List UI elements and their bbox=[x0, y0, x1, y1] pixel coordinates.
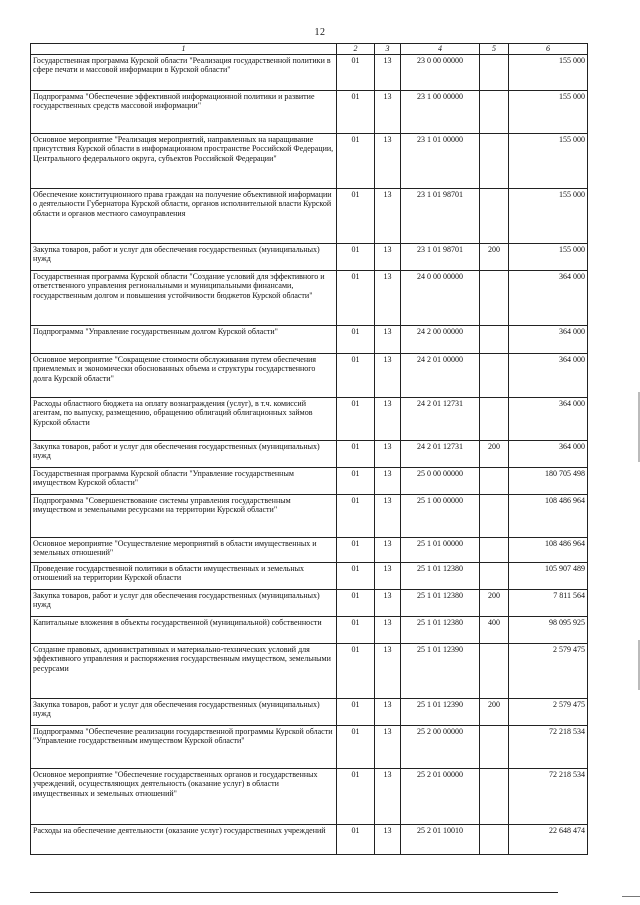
row-expense-type bbox=[480, 188, 509, 243]
table-row bbox=[31, 243, 588, 270]
table-row bbox=[31, 537, 588, 562]
row-name: Государственная программа Курской области "Создание условий для эффективного и ответственного управления региональными и муниципальными финансами, государственным долгом и повышения устойчивости бюджетов Курской области" bbox=[31, 270, 337, 325]
row-target-code: 25 1 01 12380 bbox=[401, 589, 480, 616]
row-amount: 364 000 bbox=[509, 353, 588, 397]
table-row bbox=[31, 133, 588, 188]
row-amount: 364 000 bbox=[509, 440, 588, 467]
corner-scan-mark bbox=[622, 896, 640, 898]
row-target-code: 25 1 01 12390 bbox=[401, 643, 480, 698]
row-section: 01 bbox=[337, 562, 375, 589]
row-target-code: 25 1 00 00000 bbox=[401, 494, 480, 537]
row-name: Расходы областного бюджета на оплату вознаграждения (услуг), в т.ч. комиссий агентам, по выпуску, размещению, обращению облигаций облигационных займов Курской области bbox=[31, 397, 337, 440]
row-section: 01 bbox=[337, 440, 375, 467]
row-target-code: 23 0 00 00000 bbox=[401, 54, 480, 90]
row-subsection: 13 bbox=[375, 440, 401, 467]
row-subsection: 13 bbox=[375, 589, 401, 616]
row-section: 01 bbox=[337, 90, 375, 133]
row-expense-type: 200 bbox=[480, 698, 509, 725]
row-name: Расходы на обеспечение деятельности (оказание услуг) государственных учреждений bbox=[31, 824, 337, 854]
table-row bbox=[31, 440, 588, 467]
row-amount: 364 000 bbox=[509, 325, 588, 353]
row-subsection: 13 bbox=[375, 467, 401, 494]
row-name: Закупка товаров, работ и услуг для обеспечения государственных (муниципальных) нужд bbox=[31, 698, 337, 725]
row-subsection: 13 bbox=[375, 353, 401, 397]
table-row bbox=[31, 824, 588, 854]
row-expense-type bbox=[480, 824, 509, 854]
table-row bbox=[31, 643, 588, 698]
row-expense-type bbox=[480, 90, 509, 133]
row-target-code: 25 0 00 00000 bbox=[401, 467, 480, 494]
header-col-1: 1 bbox=[31, 44, 337, 55]
row-expense-type bbox=[480, 537, 509, 562]
row-amount: 108 486 964 bbox=[509, 494, 588, 537]
row-subsection: 13 bbox=[375, 243, 401, 270]
row-target-code: 24 2 01 00000 bbox=[401, 353, 480, 397]
row-subsection: 13 bbox=[375, 54, 401, 90]
row-expense-type bbox=[480, 54, 509, 90]
table-row bbox=[31, 90, 588, 133]
row-amount: 2 579 475 bbox=[509, 698, 588, 725]
header-col-3: 3 bbox=[375, 44, 401, 55]
row-subsection: 13 bbox=[375, 562, 401, 589]
row-target-code: 25 1 01 12380 bbox=[401, 562, 480, 589]
row-target-code: 24 2 00 00000 bbox=[401, 325, 480, 353]
row-subsection: 13 bbox=[375, 768, 401, 824]
row-section: 01 bbox=[337, 768, 375, 824]
row-subsection: 13 bbox=[375, 325, 401, 353]
row-name: Государственная программа Курской области "Управление государственным имуществом Курской области" bbox=[31, 467, 337, 494]
row-name: Создание правовых, административных и материально-технических условий для эффективного управления и распоряжения государственным имуществом, земельными ресурсами bbox=[31, 643, 337, 698]
row-expense-type: 400 bbox=[480, 616, 509, 643]
row-section: 01 bbox=[337, 188, 375, 243]
row-expense-type bbox=[480, 768, 509, 824]
header-row bbox=[31, 44, 588, 55]
row-section: 01 bbox=[337, 133, 375, 188]
row-subsection: 13 bbox=[375, 270, 401, 325]
bottom-rule bbox=[30, 892, 558, 893]
row-target-code: 25 1 01 00000 bbox=[401, 537, 480, 562]
row-section: 01 bbox=[337, 54, 375, 90]
row-target-code: 25 1 01 12390 bbox=[401, 698, 480, 725]
row-expense-type: 200 bbox=[480, 440, 509, 467]
row-section: 01 bbox=[337, 698, 375, 725]
row-subsection: 13 bbox=[375, 643, 401, 698]
row-section: 01 bbox=[337, 643, 375, 698]
header-col-2: 2 bbox=[337, 44, 375, 55]
row-expense-type bbox=[480, 725, 509, 768]
table-row bbox=[31, 725, 588, 768]
row-target-code: 23 1 01 00000 bbox=[401, 133, 480, 188]
row-name: Подпрограмма "Управление государственным долгом Курской области" bbox=[31, 325, 337, 353]
table-row bbox=[31, 353, 588, 397]
table-row bbox=[31, 188, 588, 243]
budget-table bbox=[30, 43, 588, 855]
table-row bbox=[31, 54, 588, 90]
row-expense-type bbox=[480, 467, 509, 494]
row-section: 01 bbox=[337, 537, 375, 562]
row-section: 01 bbox=[337, 270, 375, 325]
row-amount: 98 095 925 bbox=[509, 616, 588, 643]
row-section: 01 bbox=[337, 397, 375, 440]
row-name: Обеспечение конституционного права граждан на получение объективной информации о деятельности Губернатора Курской области, органов исполнительной власти Курской области и органов местного самоуправления bbox=[31, 188, 337, 243]
row-subsection: 13 bbox=[375, 698, 401, 725]
row-target-code: 24 2 01 12731 bbox=[401, 440, 480, 467]
header-col-4: 4 bbox=[401, 44, 480, 55]
row-amount: 105 907 489 bbox=[509, 562, 588, 589]
row-name: Подпрограмма "Обеспечение реализации государственной программы Курской области "Управление государственным имуществом Курской области" bbox=[31, 725, 337, 768]
table-row bbox=[31, 397, 588, 440]
row-name: Подпрограмма "Совершенствование системы управления государственным имуществом и земельными ресурсами на территории Курской области" bbox=[31, 494, 337, 537]
row-expense-type bbox=[480, 270, 509, 325]
row-name: Проведение государственной политики в области имущественных и земельных отношений на территории Курской области bbox=[31, 562, 337, 589]
header-col-6: 6 bbox=[509, 44, 588, 55]
table-row bbox=[31, 270, 588, 325]
table-row bbox=[31, 616, 588, 643]
row-expense-type bbox=[480, 562, 509, 589]
row-amount: 7 811 564 bbox=[509, 589, 588, 616]
row-amount: 364 000 bbox=[509, 270, 588, 325]
header-col-5: 5 bbox=[480, 44, 509, 55]
row-name: Основное мероприятие "Обеспечение государственных органов и государственных учреждений, осуществляющих деятельность (оказание услуг) в области имущественных и земельных отношений" bbox=[31, 768, 337, 824]
row-expense-type bbox=[480, 353, 509, 397]
row-amount: 364 000 bbox=[509, 397, 588, 440]
row-target-code: 23 1 01 98701 bbox=[401, 188, 480, 243]
row-target-code: 25 2 00 00000 bbox=[401, 725, 480, 768]
row-amount: 155 000 bbox=[509, 243, 588, 270]
row-target-code: 25 1 01 12380 bbox=[401, 616, 480, 643]
row-expense-type: 200 bbox=[480, 243, 509, 270]
row-subsection: 13 bbox=[375, 133, 401, 188]
row-expense-type bbox=[480, 325, 509, 353]
table-row bbox=[31, 467, 588, 494]
row-section: 01 bbox=[337, 243, 375, 270]
row-amount: 72 218 534 bbox=[509, 768, 588, 824]
row-section: 01 bbox=[337, 725, 375, 768]
table-row bbox=[31, 494, 588, 537]
row-target-code: 25 2 01 00000 bbox=[401, 768, 480, 824]
row-name: Основное мероприятие "Сокращение стоимости обслуживания путем обеспечения приемлемых и экономически обоснованных объема и структуры государственного долга Курской области" bbox=[31, 353, 337, 397]
row-section: 01 bbox=[337, 494, 375, 537]
row-expense-type bbox=[480, 397, 509, 440]
table-row bbox=[31, 325, 588, 353]
row-subsection: 13 bbox=[375, 494, 401, 537]
row-name: Основное мероприятие "Реализация мероприятий, направленных на наращивание присутствия Курской области в информационном пространстве Российской Федерации, Центрального федерального округа, субъектов Российской Федерации" bbox=[31, 133, 337, 188]
row-amount: 155 000 bbox=[509, 54, 588, 90]
row-subsection: 13 bbox=[375, 90, 401, 133]
row-section: 01 bbox=[337, 467, 375, 494]
row-name: Закупка товаров, работ и услуг для обеспечения государственных (муниципальных) нужд bbox=[31, 589, 337, 616]
row-expense-type bbox=[480, 133, 509, 188]
row-expense-type: 200 bbox=[480, 589, 509, 616]
row-name: Государственная программа Курской области "Реализация государственной политики в сфере печати и массовой информации в Курской области" bbox=[31, 54, 337, 90]
row-amount: 155 000 bbox=[509, 133, 588, 188]
row-name: Подпрограмма "Обеспечение эффективной информационной политики и развитие государственных средств массовой информации" bbox=[31, 90, 337, 133]
row-section: 01 bbox=[337, 824, 375, 854]
row-name: Основное мероприятие "Осуществление мероприятий в области имущественных и земельных отношений" bbox=[31, 537, 337, 562]
table-row bbox=[31, 768, 588, 824]
row-target-code: 24 2 01 12731 bbox=[401, 397, 480, 440]
row-subsection: 13 bbox=[375, 397, 401, 440]
row-target-code: 24 0 00 00000 bbox=[401, 270, 480, 325]
row-section: 01 bbox=[337, 589, 375, 616]
row-subsection: 13 bbox=[375, 824, 401, 854]
row-expense-type bbox=[480, 494, 509, 537]
row-subsection: 13 bbox=[375, 725, 401, 768]
row-amount: 2 579 475 bbox=[509, 643, 588, 698]
row-name: Закупка товаров, работ и услуг для обеспечения государственных (муниципальных) нужд bbox=[31, 243, 337, 270]
row-amount: 155 000 bbox=[509, 188, 588, 243]
row-section: 01 bbox=[337, 616, 375, 643]
row-amount: 180 705 498 bbox=[509, 467, 588, 494]
row-subsection: 13 bbox=[375, 616, 401, 643]
row-section: 01 bbox=[337, 353, 375, 397]
row-target-code: 23 1 01 98701 bbox=[401, 243, 480, 270]
page-number: 12 bbox=[314, 27, 326, 38]
row-name: Капитальные вложения в объекты государственной (муниципальной) собственности bbox=[31, 616, 337, 643]
row-subsection: 13 bbox=[375, 188, 401, 243]
row-subsection: 13 bbox=[375, 537, 401, 562]
row-expense-type bbox=[480, 643, 509, 698]
row-target-code: 25 2 01 10010 bbox=[401, 824, 480, 854]
row-amount: 155 000 bbox=[509, 90, 588, 133]
row-amount: 72 218 534 bbox=[509, 725, 588, 768]
row-amount: 22 648 474 bbox=[509, 824, 588, 854]
table-row bbox=[31, 589, 588, 616]
row-section: 01 bbox=[337, 325, 375, 353]
table-row bbox=[31, 562, 588, 589]
row-amount: 108 486 964 bbox=[509, 537, 588, 562]
row-name: Закупка товаров, работ и услуг для обеспечения государственных (муниципальных) нужд bbox=[31, 440, 337, 467]
table-row bbox=[31, 698, 588, 725]
row-target-code: 23 1 00 00000 bbox=[401, 90, 480, 133]
